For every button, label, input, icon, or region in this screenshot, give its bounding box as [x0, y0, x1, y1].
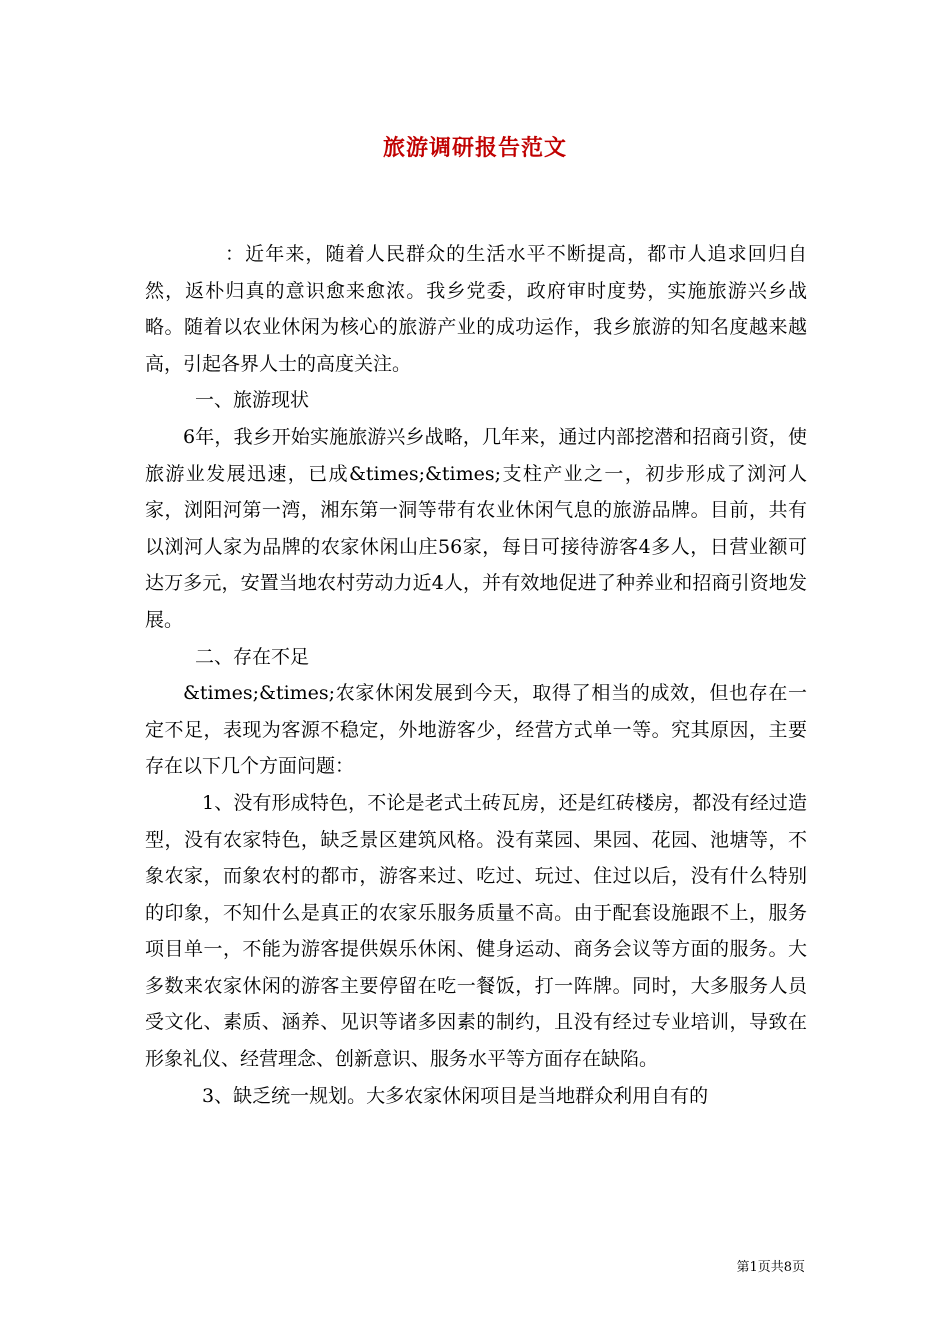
paragraph-point-1: 1、没有形成特色，不论是老式土砖瓦房，还是红砖楼房，都没有经过造型，没有农家特色，缺乏景区建筑风格。没有菜园、果园、花园、池塘等，不象农家，而象农村的都市，游客来过、吃过、玩过、住过以后，没有什么特别的印象，不知什么是真正的农家乐服务质量不高。由于配套设施跟不上，服务项目单一，不能为游客提供娱乐休闲、健身运动、商务会议等方面的服务。大多数来农家休闲的游客主要停留在吃一餐饭，打一阵牌。同时，大多服务人员受文化、素质、涵养、见识等诸多因素的制约，且没有经过专业培训，导致在形象礼仪、经营理念、创新意识、服务水平等方面存在缺陷。	[145, 791, 807, 1071]
page-number: 第1页共8页	[736, 1260, 805, 1275]
paragraph-point-3: 3、缺乏统一规划。大多农家休闲项目是当地群众利用自有的	[202, 1084, 709, 1107]
paragraph-shortcomings: &times;&times;农家休闲发展到今天，取得了相当的成效，但也存在一定不足，表现为客源不稳定，外地游客少，经营方式单一等。究其原因，主要存在以下几个方面问题：	[145, 682, 807, 778]
document-title: 旅游调研报告范文	[382, 135, 567, 161]
section-heading-status: 一、旅游现状	[195, 389, 310, 412]
paragraph-intro: ：近年来，随着人民群众的生活水平不断提高，都市人追求回归自然，返朴归真的意识愈来愈浓。我乡党委，政府审时度势，实施旅游兴乡战略。随着以农业休闲为核心的旅游产业的成功运作，我乡旅游的知名度越来越高，引起各界人士的高度关注。	[145, 243, 807, 375]
section-heading-shortcomings: 二、存在不足	[195, 645, 310, 668]
document-body	[145, 236, 807, 1114]
paragraph-status: 6年，我乡开始实施旅游兴乡战略，几年来，通过内部挖潜和招商引资，使旅游业发展迅速，已成&times;&times;支柱产业之一，初步形成了浏河人家，浏阳河第一湾，湘东第一洞等带有农业休闲气息的旅游品牌。目前，共有以浏河人家为品牌的农家休闲山庄56家，每日可接待游客4多人，日营业额可达万多元，安置当地农村劳动力近4人，并有效地促进了种养业和招商引资地发展。	[145, 425, 807, 631]
